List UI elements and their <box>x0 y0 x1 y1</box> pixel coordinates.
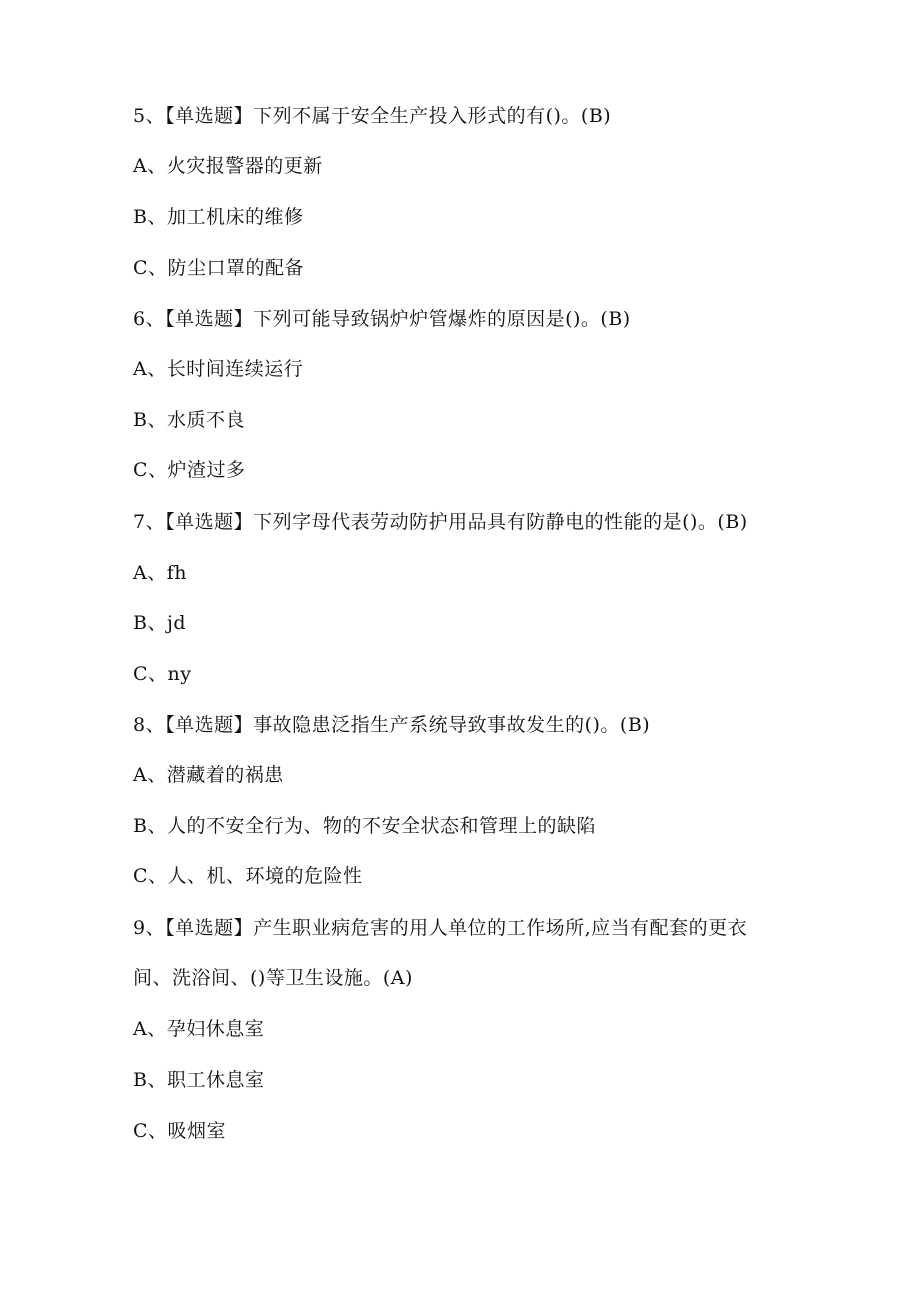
question-6-option-a: A、长时间连续运行 <box>133 358 304 380</box>
question-9-option-a: A、孕妇休息室 <box>133 1018 265 1040</box>
question-9-stem-line-2: 间、洗浴间、()等卫生设施。(A) <box>133 967 413 989</box>
question-7-stem: 7、【单选题】下列字母代表劳动防护用品具有防静电的性能的是()。(B) <box>133 511 748 533</box>
question-9-stem-line-1: 9、【单选题】产生职业病危害的用人单位的工作场所,应当有配套的更衣 <box>133 917 748 939</box>
question-5-option-a: A、火灾报警器的更新 <box>133 155 323 177</box>
question-9-option-c: C、吸烟室 <box>133 1120 227 1142</box>
question-6-option-b: B、水质不良 <box>133 409 245 431</box>
question-7-option-a: A、fh <box>133 562 187 584</box>
question-6-stem: 6、【单选题】下列可能导致锅炉炉管爆炸的原因是()。(B) <box>133 308 631 330</box>
question-8-option-a: A、潜藏着的祸患 <box>133 764 284 786</box>
question-7-option-b: B、jd <box>133 612 187 634</box>
question-6-option-c: C、炉渣过多 <box>133 459 246 481</box>
question-8-option-b: B、人的不安全行为、物的不安全状态和管理上的缺陷 <box>133 815 596 837</box>
question-5-option-b: B、加工机床的维修 <box>133 206 304 228</box>
question-8-stem: 8、【单选题】事故隐患泛指生产系统导致事故发生的()。(B) <box>133 714 651 736</box>
question-5-option-c: C、防尘口罩的配备 <box>133 257 305 279</box>
question-8-option-c: C、人、机、环境的危险性 <box>133 865 363 887</box>
question-5-stem: 5、【单选题】下列不属于安全生产投入形式的有()。(B) <box>133 105 612 127</box>
question-7-option-c: C、ny <box>133 663 192 685</box>
question-9-option-b: B、职工休息室 <box>133 1069 265 1091</box>
